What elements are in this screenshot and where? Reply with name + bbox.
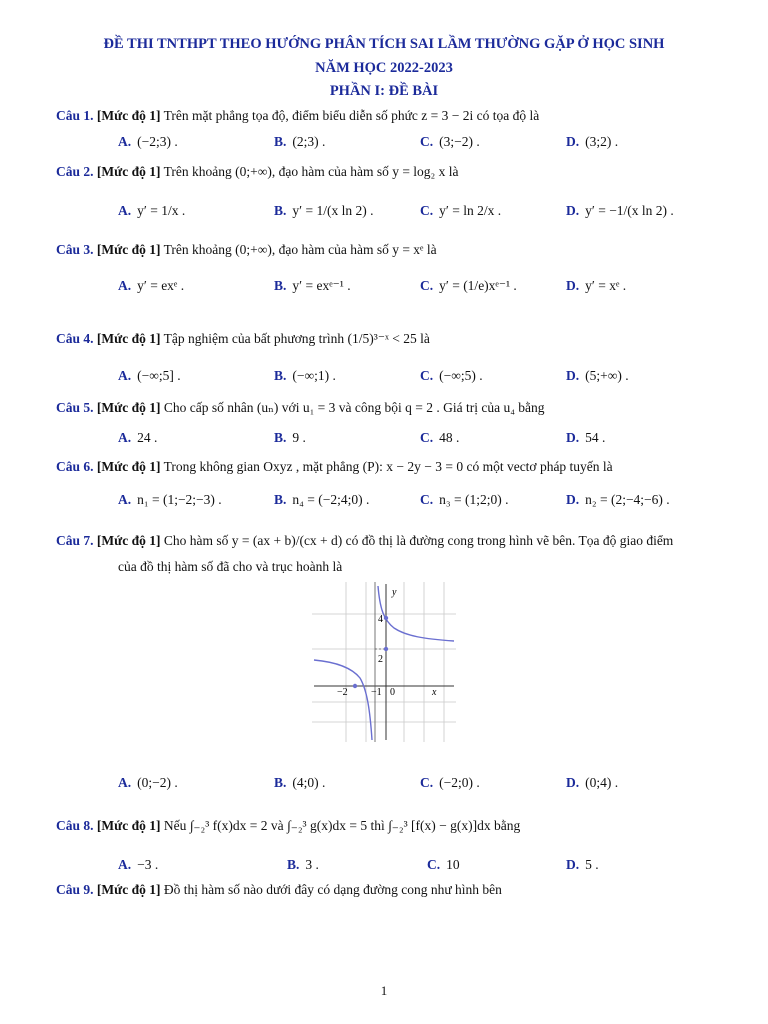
answer-c: C. y′ = (1/e)xᵉ⁻¹ . xyxy=(420,278,517,293)
answer-a: A. n₁ = (1;−2;−3) . xyxy=(118,492,222,507)
question-8: Câu 8. [Mức độ 1] Nếu ∫₋₂³ f(x)dx = 2 và ∫₋₂³ g(x)dx = 5 thì ∫₋₂³ [f(x) − g(x)]dx bằng xyxy=(56,818,521,833)
question-1 xyxy=(56,108,539,124)
y-axis-label: y xyxy=(392,587,397,598)
answer-d: D. 5 . xyxy=(566,857,599,872)
question-2: Câu 2. [Mức độ 1] Trên khoảng (0;+∞), đạo hàm của hàm số y = log₂ x là xyxy=(56,164,459,179)
answer-a: A. y′ = 1/x . xyxy=(118,203,186,218)
answer-b: B. 9 . xyxy=(274,430,306,445)
answer-c: C. n₃ = (1;2;0) . xyxy=(420,492,509,507)
answer-b: B. (4;0) . xyxy=(274,775,326,790)
answer-d: D. y′ = xᵉ . xyxy=(566,278,627,293)
answer-c: C. (−∞;5) . xyxy=(420,368,483,383)
answer-a: A. 24 . xyxy=(118,430,158,445)
answer-d: D. 54 . xyxy=(566,430,606,445)
question-text: Tập nghiệm của bất phương trình (1/5)³⁻ˣ < 25 là xyxy=(163,331,430,346)
answer-a: A. y′ = exᵉ . xyxy=(118,278,185,293)
answer-d: D. (0;4) . xyxy=(566,775,619,790)
point-x-intercept xyxy=(353,684,357,688)
question-level: [Mức độ 1] xyxy=(96,108,161,123)
point-y-intercept xyxy=(384,616,388,620)
answer-d: D. n₂ = (2;−4;−6) . xyxy=(566,492,670,507)
section-title: PHẦN I: ĐỀ BÀI xyxy=(329,83,439,99)
tick-4: 4 xyxy=(378,614,383,625)
answer-b: B. (2;3) . xyxy=(274,134,326,149)
answer-a: A. (−∞;5] . xyxy=(118,368,181,383)
question-text: Đồ thị hàm số nào dưới đây có dạng đường cong như hình bên xyxy=(163,882,502,897)
question-text: Cho cấp số nhân (uₙ) với u₁ = 3 và công bội q = 2 . Giá trị của u₄ bằng xyxy=(163,400,545,415)
answer-d: D. y′ = −1/(x ln 2) . xyxy=(566,203,674,218)
question-3: Câu 3. [Mức độ 1] Trên khoảng (0;+∞), đạo hàm của hàm số y = xᵉ là xyxy=(56,242,437,257)
answer-a: A. −3 . xyxy=(118,857,159,872)
question-text: Nếu ∫₋₂³ f(x)dx = 2 và ∫₋₂³ g(x)dx = 5 thì ∫₋₂³ [f(x) − g(x)]dx bằng xyxy=(163,818,521,833)
point-center xyxy=(384,647,388,651)
tick-minus-1: −1 xyxy=(371,687,382,698)
answer-d: D. (5;+∞) . xyxy=(566,368,629,383)
page-number: 1 xyxy=(380,983,388,998)
tick-minus-2: −2 xyxy=(337,687,348,698)
answer-a: A. (−2;3) . xyxy=(118,134,178,149)
question-text: Trong không gian Oxyz , mặt phẳng (P): x − 2y − 3 = 0 có một vectơ pháp tuyến là xyxy=(163,459,613,474)
answer-c: C. y′ = ln 2/x . xyxy=(420,203,502,218)
answer-d: D. (3;2) . xyxy=(566,134,619,149)
answer-c: C. (−2;0) . xyxy=(420,775,480,790)
answer-b: B. y′ = exᵉ⁻¹ . xyxy=(274,278,351,293)
x-axis-label: x xyxy=(432,687,437,698)
answer-b: B. 3 . xyxy=(287,857,319,872)
exam-title: ĐỀ THI TNTHPT THEO HƯỚNG PHÂN TÍCH SAI LẦM THƯỜNG GẶP Ở HỌC SINH xyxy=(103,36,665,52)
question-7: Câu 7. [Mức độ 1] Cho hàm số y = (ax + b)/(cx + d) có đồ thị là đường cong trong hình vẽ bên. Tọa độ giao điểm xyxy=(56,533,674,548)
answer-b: B. n₄ = (−2;4;0) . xyxy=(274,492,370,507)
question-5: Câu 5. [Mức độ 1] Cho cấp số nhân (uₙ) với u₁ = 3 và công bội q = 2 . Giá trị của u₄ bằng xyxy=(56,400,545,415)
answer-b: B. (−∞;1) . xyxy=(274,368,336,383)
answer-c: C. 10 xyxy=(427,857,460,872)
answer-a: A. (0;−2) . xyxy=(118,775,178,790)
question-9: Câu 9. [Mức độ 1] Đồ thị hàm số nào dưới đây có dạng đường cong như hình bên xyxy=(56,882,502,897)
answer-c: C. 48 . xyxy=(420,430,460,445)
question-4: Câu 4. [Mức độ 1] Tập nghiệm của bất phương trình (1/5)³⁻ˣ < 25 là xyxy=(56,331,430,346)
question-text: Trên khoảng (0;+∞), đạo hàm của hàm số y = log₂ x là xyxy=(163,164,459,179)
question-text: Cho hàm số y = (ax + b)/(cx + d) có đồ thị là đường cong trong hình vẽ bên. Tọa độ giao điểm xyxy=(163,533,674,548)
question-text: Trên mặt phẳng tọa độ, điểm biểu diễn số phức z = 3 − 2i có tọa độ là xyxy=(163,108,540,123)
question-text-cont: của đồ thị hàm số đã cho và trục hoành là xyxy=(118,559,343,574)
tick-2: 2 xyxy=(378,654,383,665)
function-graph xyxy=(312,582,456,742)
tick-0: 0 xyxy=(390,687,395,698)
question-text: Trên khoảng (0;+∞), đạo hàm của hàm số y = xᵉ là xyxy=(163,242,437,257)
answer-c: C. (3;−2) . xyxy=(420,134,480,149)
answer-b: B. y′ = 1/(x ln 2) . xyxy=(274,203,374,218)
question-6: Câu 6. [Mức độ 1] Trong không gian Oxyz , mặt phẳng (P): x − 2y − 3 = 0 có một vectơ pháp tuyến là xyxy=(56,459,613,474)
question-number: Câu 1. xyxy=(56,108,94,123)
school-year: NĂM HỌC 2022-2023 xyxy=(315,60,453,76)
